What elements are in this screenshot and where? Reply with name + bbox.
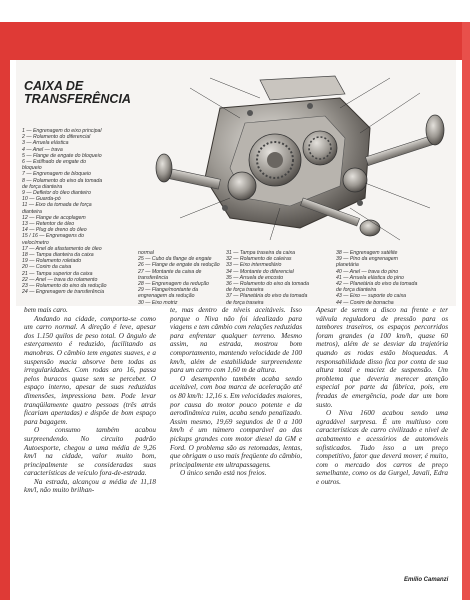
paragraph: Na estrada, alcançou a média de 11,18 km/l, não muito brilhan- bbox=[24, 477, 156, 495]
legend-item: 28 — Engrenagem da redução bbox=[138, 281, 209, 288]
legend-item: 27 — Montante da caixa de bbox=[138, 268, 202, 275]
legend-item: 43 — Eixo — suporte do caixa bbox=[336, 293, 407, 300]
legend-item: 39 — Pino da engrenagem bbox=[336, 256, 399, 263]
legend-item: 36 — Rolamento do eixo da tomada bbox=[226, 281, 310, 288]
legend-item: 2 — Rolamento do diferencial bbox=[22, 134, 91, 141]
legend-item: 30 — Eixo motriz bbox=[138, 299, 178, 306]
article-column-3 bbox=[316, 306, 448, 486]
legend-item: dianteira bbox=[22, 208, 42, 215]
legend-item: 29 — Flange/montante da bbox=[138, 287, 198, 294]
paragraph: O Niva 1600 acabou sendo uma agradável surpresa. É um multiuso com características de carro civilizado e nível de acabamento e acessórios de automóveis sofisticados. Tudo isso a um preço competitivo, fator que deverá mover, é muito, com o mercado dos carros de preço semelhante, como os da Gurgel, Javali, Edra e outros. bbox=[316, 409, 448, 486]
legend-item: de força dianteira bbox=[336, 287, 377, 294]
header-red-strip bbox=[0, 22, 470, 60]
legend-column-3 bbox=[226, 250, 336, 306]
right-red-border bbox=[462, 22, 470, 600]
paragraph: O único senão está nos freios. bbox=[180, 469, 267, 478]
paragraph: O desempenho também acaba sendo aceitável, com boa marca de aceleração até os 80 km/h: 12,16 s. Em velocidades maiores, por causa do motor pouco potente e da aerodinâmica ruim, acaba sendo penalizado. Assim mesmo, 19,69 segundos de 0 a 100 km/h é um número comparável ao das pickups grandes com motor diesel da GM e Ford. O problema são as retomadas, lentas, que obrigam o uso mais freqüente do câmbio, principalmente em ultrapassagens. bbox=[170, 374, 302, 469]
legend-item: 35 — Arruela de encosto bbox=[226, 274, 284, 281]
legend-item: velocímetro bbox=[22, 239, 49, 246]
legend-item: 13 — Retentor de óleo bbox=[22, 221, 75, 228]
legend-item: 9 — Defletor do óleo dianteiro bbox=[22, 190, 91, 197]
legend-item: engrenagem da redução bbox=[138, 293, 195, 300]
legend-item: 10 — Guarda-pó bbox=[22, 196, 61, 203]
article-column-1 bbox=[24, 306, 156, 495]
page-top-margin bbox=[0, 0, 470, 22]
article-column-2 bbox=[170, 306, 302, 478]
legend-item: 26 — Flange de engate da redução bbox=[138, 262, 220, 269]
legend-item: de força traseira bbox=[226, 299, 264, 306]
legend-item: 37 — Planetária do eixo da tomada bbox=[226, 293, 308, 300]
legend-item: 4 — Anel — trava bbox=[22, 146, 63, 153]
paragraph: bem mais caro. bbox=[24, 306, 68, 314]
legend-item: 34 — Montante do diferencial bbox=[226, 268, 294, 275]
paragraph: O consumo também acabou surpreendendo. No circuito padrão Autoesporte, chegou a uma média de 9,26 km/l na cidade, valor muito bom, principalmente se consideradas suas características de veículo fora-de-estrada. bbox=[24, 426, 156, 478]
legend-item: 15 / 16 — Engrenagens do bbox=[22, 233, 85, 240]
paragraph: Andando na cidade, comporta-se como um carro normal. A direção é leve, apesar dos 1.150 quilos de peso total. O ângulo de esterçamento é reduzido, facilitando as manobras. O câmbio tem engates suaves, e a suspensão macia absorve bem todas as irregularidades. Com rodas aro 16, passa pelos buracos quase sem se perceber. O espaço interno, apesar de suas reduzidas dimensões, impressiona bem. Pode levar tranqüilamente quatro pessoas (três atrás ficariam apertadas) e dispõe de bom espaço para bagagem. bbox=[24, 314, 156, 426]
legend-column-2 bbox=[138, 250, 228, 306]
legend-column-4 bbox=[336, 250, 446, 306]
transfer-case-illustration bbox=[150, 68, 450, 244]
legend-item: normal bbox=[138, 250, 154, 256]
figure-title-line1: CAIXA DE bbox=[24, 79, 84, 93]
page-number: 37 bbox=[440, 586, 447, 592]
legend-item: planetária bbox=[336, 262, 359, 269]
legend-item: 8 — Rolamento do eixo da tomada bbox=[22, 177, 103, 184]
legend-item: 20 — Coxim da caixa bbox=[22, 264, 72, 271]
legend-item: de força traseira bbox=[226, 287, 264, 294]
legend-item: 22 — Anel — trava do rolamento bbox=[22, 276, 98, 283]
author-byline: Emílio Camanzi bbox=[404, 577, 449, 583]
legend-item: 14 — Plug de dreno do óleo bbox=[22, 227, 87, 234]
legend-item: 31 — Tampa traseira da caixa bbox=[226, 250, 296, 256]
legend-item: 6 — Estilhado de engate do bbox=[22, 159, 87, 166]
left-red-border bbox=[0, 22, 10, 600]
figure-title bbox=[24, 80, 154, 106]
legend-item: 41 — Arruela elástica do pino bbox=[336, 274, 404, 281]
legend-item: 23 — Rolamento do eixo da redução bbox=[22, 283, 107, 290]
legend-item: 40 — Anel — trava do pino bbox=[336, 268, 399, 275]
paragraph: te, mas dentro de níveis aceitáveis. Isso porque o Niva não foi idealizado para viagens e tem câmbio com relações reduzidas para enfrentar qualquer terreno. Mesmo assim, na estrada, mostrou bom comportamento, mantendo velocidade de 100 km/h, além de estabilidade surpreendente para um carro com 1,60 m de altura. bbox=[170, 306, 302, 375]
legend-item: 3 — Arruela elástica bbox=[22, 140, 69, 147]
legend-item: 17 — Anel de afastamento de óleo bbox=[22, 245, 102, 252]
legend-item: 7 — Engrenagem de bloqueio bbox=[22, 171, 91, 178]
legend-item: 11 — Eixo da tomada de força bbox=[22, 202, 92, 209]
legend-item: transferência bbox=[138, 274, 168, 281]
figure-title-line2: TRANSFERÊNCIA bbox=[24, 92, 131, 106]
legend-item: 25 — Cubo da flange de engate bbox=[138, 256, 212, 263]
legend-item: de força dianteira bbox=[22, 183, 63, 190]
legend-item: 42 — Planetária do eixo da tomada bbox=[336, 281, 418, 288]
paragraph: Apesar de serem a disco na frente e ter válvula reguladora de pressão para os tambores traseiros, os espaços percorridos foram grandes (a 100 km/h, quase 60 metros), além de se desviar da trajetória quando as rodas estão bloqueadas. A responsabilidade disso fica por conta de sua altura total e maciez de suspensão. Um problema que deveria merecer atenção especial por parte da fábrica, pois, em freadas de emergência, pode dar um bom susto. bbox=[316, 306, 448, 409]
legend-item: 1 — Engrenagem do eixo principal bbox=[22, 128, 102, 134]
legend-column-1 bbox=[22, 128, 142, 295]
legend-item: 24 — Engrenagem de transferência bbox=[22, 289, 105, 296]
legend-item: 32 — Rolamento de caleiras bbox=[226, 256, 292, 263]
legend-item: 21 — Tampa superior da caixa bbox=[22, 270, 93, 277]
legend-item: 19 — Rolamento roletado bbox=[22, 258, 82, 265]
legend-item: 33 — Eixo intermediário bbox=[226, 262, 282, 269]
legend-item: 18 — Tampa dianteira da caixa bbox=[22, 252, 94, 259]
legend-item: 12 — Flange de acoplagem bbox=[22, 214, 86, 221]
legend-item: 5 — Flange de engate do bloqueio bbox=[22, 152, 102, 159]
legend-item: 38 — Engrenagem satélite bbox=[336, 250, 398, 256]
legend-item: 44 — Coxim de borracha bbox=[336, 299, 394, 306]
legend-item: bloqueio bbox=[22, 165, 42, 172]
